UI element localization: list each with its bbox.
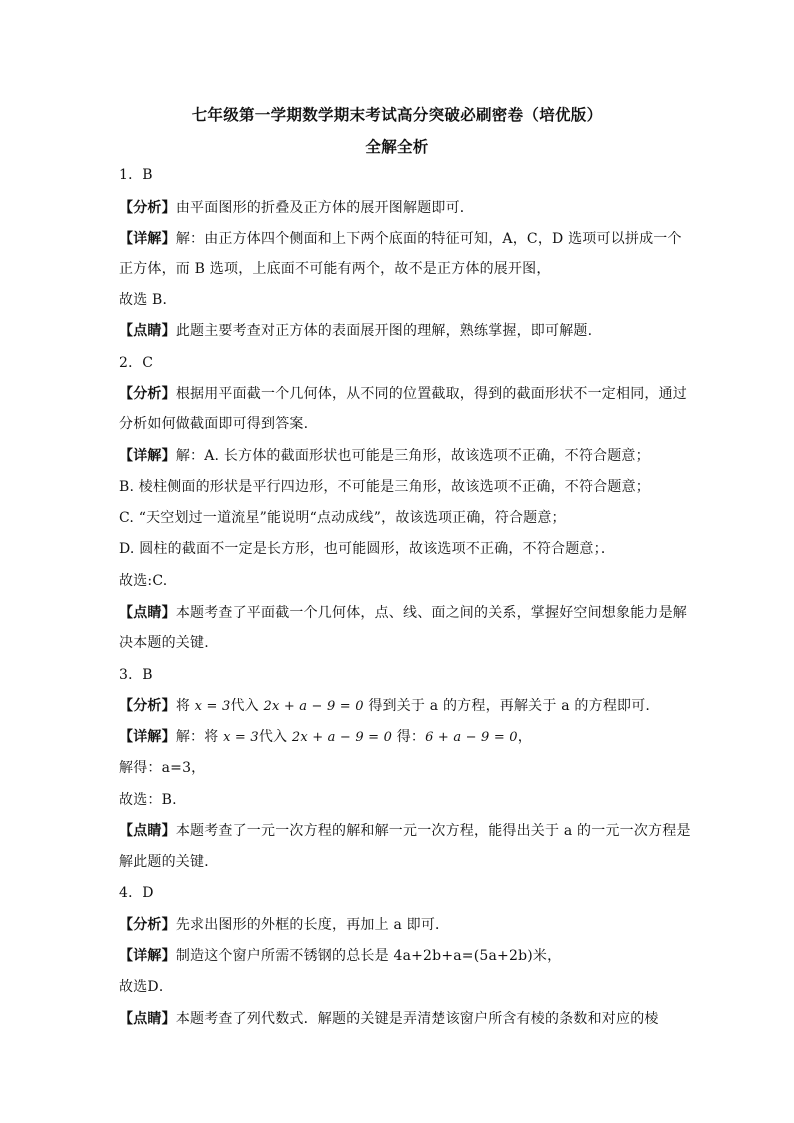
q2-detail-a <box>119 446 679 466</box>
analysis-text-pre: 将 <box>175 698 195 714</box>
q3-analysis <box>119 696 679 717</box>
page-subtitle: 全解全析 <box>365 138 429 156</box>
equation-substituted: 6 + a − 9 = 0 <box>425 730 518 745</box>
comment-text: 本题考查了平面截一个几何体，点、线、面之间的关系，掌握好空间想象能力是解 <box>175 605 688 621</box>
comment-tag: 【点睛】 <box>119 1011 176 1027</box>
q3-answer: 3．B <box>119 667 153 683</box>
q3-comment-cont: 解此题的关键． <box>119 854 219 870</box>
q3-comment <box>119 821 691 841</box>
comment-text: 本题考查了列代数式．解题的关键是弄清楚该窗户所含有棱的条数和对应的棱 <box>175 1011 659 1027</box>
analysis-text: 根据用平面截一个几何体，从不同的位置截取，得到的截面形状不一定相同，通过 <box>175 386 688 402</box>
q4-analysis <box>119 915 679 935</box>
q1-comment <box>119 321 679 341</box>
analysis-tag: 【分析】 <box>119 386 176 402</box>
q2-analysis-cont: 分析如何做截面即可得到答案. <box>119 416 309 432</box>
q4-choice: 故选D． <box>119 979 174 995</box>
analysis-text: 先求出图形的外框的长度，再加上 a 即可． <box>175 917 450 933</box>
comment-text: 本题考查了一元一次方程的解和解一元一次方程，能得出关于 a 的一元一次方程是 <box>175 823 691 839</box>
q4-comment <box>119 1009 679 1029</box>
detail-tag: 【详解】 <box>119 729 176 745</box>
detail-text-post: ， <box>517 729 532 745</box>
q2-choice: 故选:C. <box>119 573 168 589</box>
q2-detail-d: D. 圆柱的截面不一定是长方形，也可能圆形，故该选项不正确，不符合题意；． <box>119 541 616 557</box>
analysis-text-mid: 代入 <box>230 698 264 714</box>
equation-x: x = 3 <box>223 730 259 745</box>
q1-detail-cont: 正方体，而 B 选项，上底面不可能有两个，故不是正方体的展开图， <box>119 261 551 277</box>
q3-solve: 解得：a=3， <box>119 760 206 776</box>
q2-comment <box>119 603 688 623</box>
q2-detail-b: B. 棱柱侧面的形状是平行四边形，不可能是三角形，故该选项不正确，不符合题意； <box>119 479 650 495</box>
q1-detail <box>119 229 682 249</box>
detail-text: 解：由正方体四个侧面和上下两个底面的特征可知，A，C，D 选项可以拼成一个 <box>175 231 682 247</box>
q1-choice: 故选 B． <box>119 292 177 308</box>
comment-tag: 【点睛】 <box>119 823 176 839</box>
q3-detail <box>119 727 679 748</box>
detail-text-mid2: 得： <box>392 729 426 745</box>
equation-main: 2x + a − 9 = 0 <box>263 699 364 714</box>
equation-x: x = 3 <box>194 699 231 714</box>
q3-choice: 故选：B. <box>119 792 177 808</box>
comment-tag: 【点睛】 <box>119 605 176 621</box>
q1-answer: 1．B <box>119 167 153 183</box>
analysis-tag: 【分析】 <box>119 698 176 714</box>
analysis-tag: 【分析】 <box>119 200 176 216</box>
detail-tag: 【详解】 <box>119 948 176 964</box>
page-title: 七年级第一学期数学期末考试高分突破必刷密卷（培优版） <box>191 106 603 124</box>
analysis-text: 由平面图形的折叠及正方体的展开图解题即可． <box>175 200 475 216</box>
q1-analysis <box>119 198 679 218</box>
q4-answer: 4．D <box>119 885 154 901</box>
detail-tag: 【详解】 <box>119 448 176 464</box>
q2-answer: 2．C <box>119 355 154 371</box>
q2-analysis <box>119 384 688 404</box>
q2-detail-c: C. “天空划过一道流星”能说明“点动成线”，故该选项正确，符合题意； <box>119 510 566 526</box>
equation-main: 2x + a − 9 = 0 <box>291 730 393 745</box>
detail-text: 制造这个窗户所需不锈钢的总长是 4a+2b+a=(5a+2b)米， <box>175 948 562 964</box>
detail-tag: 【详解】 <box>119 231 176 247</box>
detail-text-mid: 代入 <box>258 729 292 745</box>
comment-tag: 【点睛】 <box>119 323 176 339</box>
analysis-tag: 【分析】 <box>119 917 176 933</box>
q4-detail <box>119 946 679 966</box>
analysis-text-post: 得到关于 a 的方程，再解关于 a 的方程即可. <box>363 698 651 714</box>
q2-comment-cont: 决本题的关键. <box>119 635 209 651</box>
detail-text-pre: 解：将 <box>175 729 224 745</box>
comment-text: 此题主要考查对正方体的表面展开图的理解，熟练掌握，即可解题. <box>175 323 593 339</box>
detail-text: 解：A. 长方体的截面形状也可能是三角形，故该选项不正确，不符合题意； <box>175 448 650 464</box>
